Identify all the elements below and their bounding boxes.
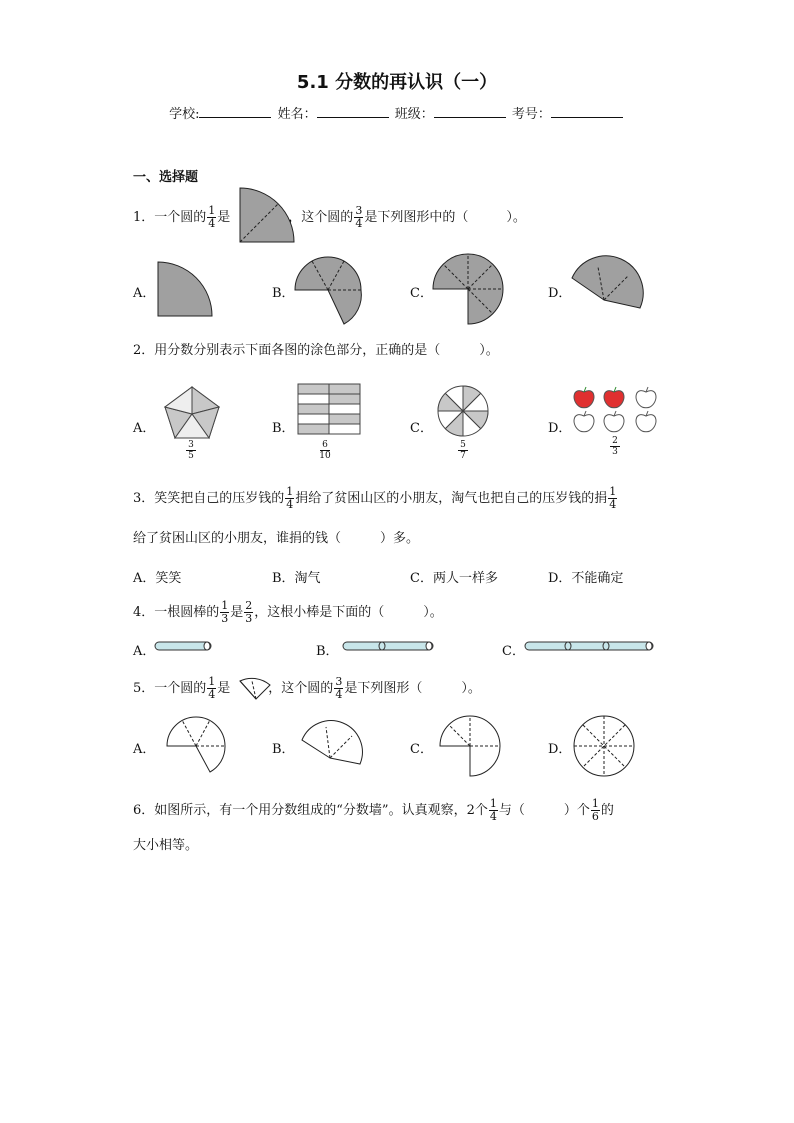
apples-figure xyxy=(572,386,664,434)
q3-option-a[interactable]: A．笑笑 xyxy=(133,571,182,586)
fraction: $\frac{1}{3}$ xyxy=(221,599,229,625)
q1-option-c-figure xyxy=(430,253,506,325)
fraction: $\frac{1}{4}$ xyxy=(208,204,216,230)
name-blank[interactable] xyxy=(317,106,389,118)
fraction: $\frac{1}{4}$ xyxy=(208,675,216,701)
question-1: 1．一个圆的 $\frac{1}{4}$ 是 ，这个圆的 $\frac{3}{4}$ 是下列图形中的（ ）。 xyxy=(133,204,526,230)
apple-empty xyxy=(636,391,656,408)
apple-empty xyxy=(636,415,656,432)
q2-c-fraction: 5 7 xyxy=(460,440,466,461)
name-label: 姓名： xyxy=(277,107,317,122)
apple-shaded xyxy=(574,391,594,408)
q5-option-a[interactable]: A． xyxy=(133,742,156,757)
question-3-line-2: 给了贫困山区的小朋友，谁捐的钱（ ）多。 xyxy=(133,531,420,546)
class-label: 班级： xyxy=(394,107,434,122)
q5-option-c-figure xyxy=(438,714,502,778)
q2-option-b[interactable]: B． xyxy=(272,421,295,436)
q3-option-c[interactable]: C．两人一样多 xyxy=(410,571,498,586)
q5-option-b[interactable]: B． xyxy=(272,742,295,757)
q5-quarter-figure xyxy=(238,667,272,701)
q5-option-d[interactable]: D． xyxy=(548,742,572,757)
pentagon-figure xyxy=(162,385,222,441)
apple-empty xyxy=(604,415,624,432)
q1-option-b[interactable]: B． xyxy=(272,286,295,301)
fraction: $\frac{1}{6}$ xyxy=(591,797,599,823)
quarter-circle-figure xyxy=(238,186,296,244)
q1-option-d-figure xyxy=(570,264,644,312)
q2-option-a[interactable]: A． xyxy=(133,421,156,436)
q4-option-a[interactable]: A． xyxy=(133,644,156,659)
apple-shaded xyxy=(604,391,624,408)
q5-option-c[interactable]: C． xyxy=(410,742,433,757)
q5-option-d-figure xyxy=(572,714,636,778)
student-info-line xyxy=(0,103,794,122)
q1-option-a-figure xyxy=(156,260,216,320)
fraction: $\frac{3}{4}$ xyxy=(355,204,363,230)
q3-option-b[interactable]: B．淘气 xyxy=(272,571,321,586)
q1-option-a[interactable]: A． xyxy=(133,286,156,301)
q1-option-c[interactable]: C． xyxy=(410,286,433,301)
number-blank[interactable] xyxy=(551,106,623,118)
rod-b-figure xyxy=(342,640,436,652)
q2-option-c[interactable]: C． xyxy=(410,421,433,436)
q2-b-fraction: 6 10 xyxy=(319,440,331,461)
rod-c-figure xyxy=(524,640,656,652)
section-title: 一、选择题 xyxy=(133,170,199,185)
rod-a-figure xyxy=(154,640,214,652)
q2-option-d[interactable]: D． xyxy=(548,421,572,436)
school-blank[interactable] xyxy=(199,106,271,118)
q2-d-fraction: 2 3 xyxy=(612,436,618,457)
q4-option-b[interactable]: B． xyxy=(316,644,339,659)
question-3: 3．笑笑把自己的压岁钱的 $\frac{1}{4}$ 捐给了贫困山区的小朋友，淘气也把自己的压岁钱的捐 $\frac{1}{4}$ xyxy=(133,485,617,511)
school-label: 学校: xyxy=(169,107,200,122)
fraction: $\frac{1}{4}$ xyxy=(286,485,294,511)
fraction: $\frac{1}{4}$ xyxy=(489,797,497,823)
q1-option-d[interactable]: D． xyxy=(548,286,572,301)
q3-option-d[interactable]: D．不能确定 xyxy=(548,571,624,586)
q5-option-a-figure xyxy=(164,716,228,778)
circle-eighths-figure xyxy=(436,384,490,438)
class-blank[interactable] xyxy=(434,106,506,118)
question-5: 5．一个圆的 $\frac{1}{4}$ 是 ，这个圆的 $\frac{3}{4}$ 是下列图形（ ）。 xyxy=(133,675,481,701)
number-label: 考号： xyxy=(511,107,551,122)
question-6-line-2: 大小相等。 xyxy=(133,838,199,853)
fraction: $\frac{1}{4}$ xyxy=(609,485,617,511)
question-6: 6．如图所示，有一个用分数组成的“分数墙”。认真观察，2个 $\frac{1}{4}$ 与（ ）个 $\frac{1}{6}$ 的 xyxy=(133,797,614,823)
q2-a-fraction: 3 5 xyxy=(188,440,194,461)
fraction: $\frac{2}{3}$ xyxy=(245,599,253,625)
question-2: 2．用分数分别表示下面各图的涂色部分，正确的是（ ）。 xyxy=(133,343,499,358)
fraction: $\frac{3}{4}$ xyxy=(335,675,343,701)
question-4: 4．一根圆棒的 $\frac{1}{3}$ 是 $\frac{2}{3}$ ，这根小棒是下面的（ ）。 xyxy=(133,599,443,625)
page-title: 5.1 分数的再认识（一） xyxy=(296,72,498,93)
q5-option-b-figure xyxy=(300,724,364,768)
apple-empty xyxy=(574,415,594,432)
grid-figure xyxy=(297,383,361,435)
q1-option-b-figure xyxy=(292,254,368,326)
q4-option-c[interactable]: C． xyxy=(502,644,525,659)
